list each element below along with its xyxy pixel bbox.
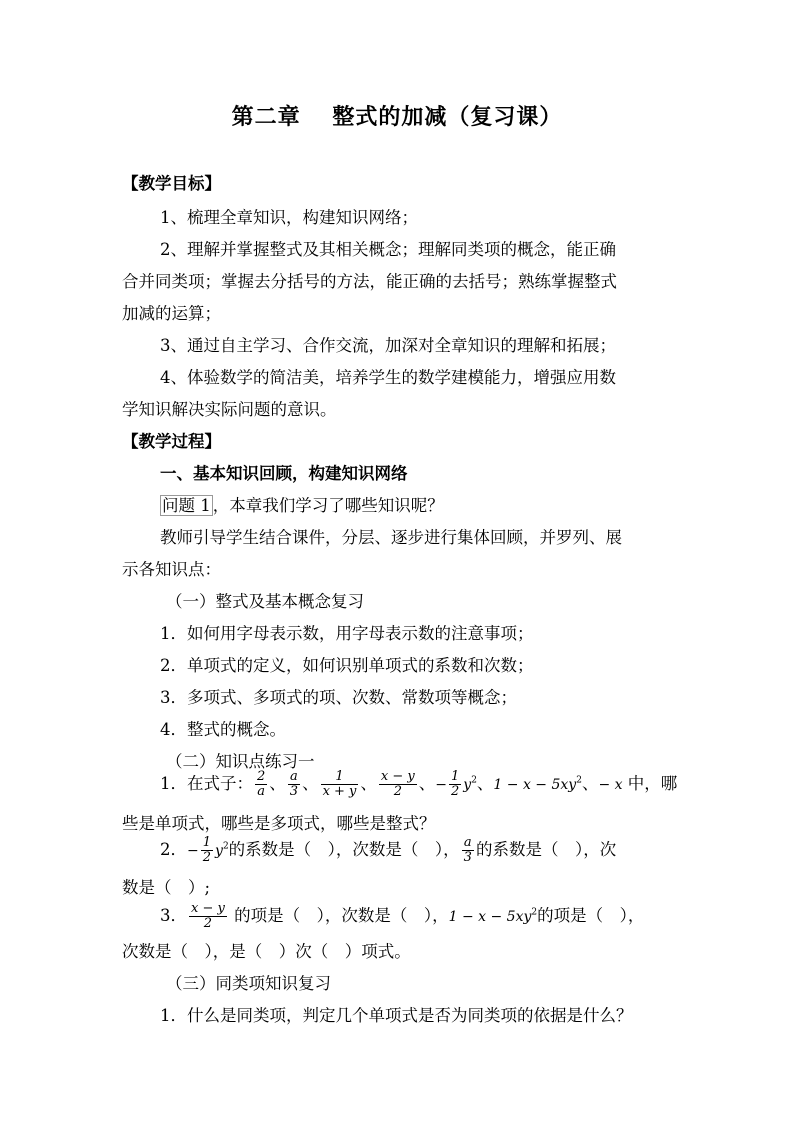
separator: 、 <box>302 774 319 793</box>
separator: 、 <box>269 774 286 793</box>
frac-den: 2 <box>202 850 212 865</box>
subsection-1: （一）整式及基本概念复习 <box>166 592 364 611</box>
frac-num: 2 <box>257 769 266 784</box>
frac-num: 1 <box>321 770 359 785</box>
exercise-1-prefix: 1．在式子： <box>160 774 253 793</box>
exercise-3-text-1: 的项是（ ），次数是（ ）， <box>228 906 449 925</box>
teacher-line-2: 示各知识点： <box>122 560 221 579</box>
minus-sign: − <box>187 843 199 859</box>
frac-den: 2 <box>450 784 460 799</box>
fraction-a-over-3 <box>288 770 300 799</box>
item-1: 1．如何用字母表示数，用字母表示数的注意事项； <box>160 624 534 643</box>
exercise-2-text-2: 的系数是（ ），次 <box>475 840 617 859</box>
exponent: 2 <box>471 775 477 786</box>
item-2: 2．单项式的定义，如何识别单项式的系数和次数； <box>160 656 534 675</box>
fraction-x-minus-y-over-2 <box>189 902 227 931</box>
goal-1: 1、梳理全章知识，构建知识网络； <box>160 208 418 227</box>
goal-4-line-1: 4、体验数学的简洁美，培养学生的数学建模能力，增强应用数 <box>160 368 616 387</box>
exercise-2-text-1: 的系数是（ ），次数是（ ）， <box>228 840 460 859</box>
frac-den: x + y <box>322 784 357 799</box>
exercise-3-text-2: 的项是（ ）， <box>537 906 645 925</box>
item-last: 1．什么是同类项，判定几个单项式是否为同类项的依据是什么？ <box>160 1006 633 1025</box>
goal-3: 3、通过自主学习、合作交流，加深对全章知识的理解和拓展； <box>160 336 616 355</box>
frac-den: 2 <box>203 916 213 931</box>
goal-4-line-2: 学知识解决实际问题的意识。 <box>122 400 337 419</box>
minus-sign: − <box>435 777 447 793</box>
item-4: 4．整式的概念。 <box>160 720 286 739</box>
frac-den: 3 <box>289 784 299 799</box>
separator: 、 <box>581 774 599 793</box>
fraction-1-over-2 <box>201 836 213 865</box>
polynomial: 1 − x − 5xy <box>448 909 532 925</box>
frac-den: 2 <box>393 784 402 799</box>
fraction-1-over-2 <box>449 770 461 799</box>
frac-num: a <box>288 770 300 785</box>
exercise-3-prefix: 3． <box>160 906 187 925</box>
teacher-line-1: 教师引导学生结合课件，分层、逐步进行集体回顾，并罗列、展 <box>160 528 622 547</box>
exponent: 2 <box>222 841 229 852</box>
page-title: 第二章 整式的加减（复习课） <box>231 104 563 130</box>
item-3: 3．多项式、多项式的项、次数、常数项等概念； <box>160 688 517 707</box>
goals-heading: 【教学目标】 <box>122 174 221 193</box>
separator: 、 <box>360 774 377 793</box>
exercise-3-line-1 <box>160 902 720 931</box>
fraction-1-over-x-plus-y <box>321 770 359 799</box>
question-text: ，本章我们学习了哪些知识呢？ <box>212 496 444 515</box>
fraction-2-over-a <box>255 770 267 799</box>
frac-num: 1 <box>450 769 460 784</box>
question-label: 问题 1 <box>162 496 211 515</box>
goal-2-line-1: 2、理解并掌握整式及其相关概念；理解同类项的概念，能正确 <box>160 240 616 259</box>
separator: 、 <box>418 774 436 793</box>
fraction-x-minus-y-over-2 <box>379 770 417 799</box>
separator: 、 <box>476 774 494 793</box>
neg-x: − x <box>598 777 623 793</box>
exercise-1-suffix: 中，哪 <box>622 774 678 793</box>
var-y: y <box>215 843 223 859</box>
polynomial: 1 − x − 5xy <box>493 777 577 793</box>
frac-num: x − y <box>380 769 415 784</box>
exercise-2-line-1 <box>160 836 720 865</box>
frac-num: 1 <box>202 835 212 850</box>
goal-2-line-3: 加减的运算； <box>122 304 221 323</box>
exercise-1-line-2: 些是单项式，哪些是多项式，哪些是整式？ <box>122 814 436 833</box>
frac-num: a <box>462 836 474 851</box>
exercise-3-line-2: 次数是（ ），是（ ）次（ ）项式。 <box>122 942 411 961</box>
frac-den: 3 <box>463 850 472 865</box>
question-1 <box>160 492 720 516</box>
exercise-2-prefix: 2． <box>160 840 187 859</box>
subsection-3: （三）同类项知识复习 <box>166 974 331 993</box>
exercise-1-line-1 <box>160 770 720 799</box>
process-heading: 【教学过程】 <box>122 432 221 451</box>
exercise-2-line-2: 数是（ ）; <box>122 878 211 897</box>
subsection-2: （二）知识点练习一 <box>166 752 315 771</box>
frac-den: a <box>257 784 266 799</box>
var-y: y <box>463 777 472 793</box>
fraction-a-over-3 <box>462 836 474 865</box>
frac-num: x − y <box>191 901 225 916</box>
exponent: 2 <box>531 907 538 918</box>
part-1-heading: 一、基本知识回顾，构建知识网络 <box>160 464 408 483</box>
exponent: 2 <box>576 775 582 786</box>
goal-2-line-2: 合并同类项；掌握去分括号的方法，能正确的去括号；熟练掌握整式 <box>122 272 617 291</box>
